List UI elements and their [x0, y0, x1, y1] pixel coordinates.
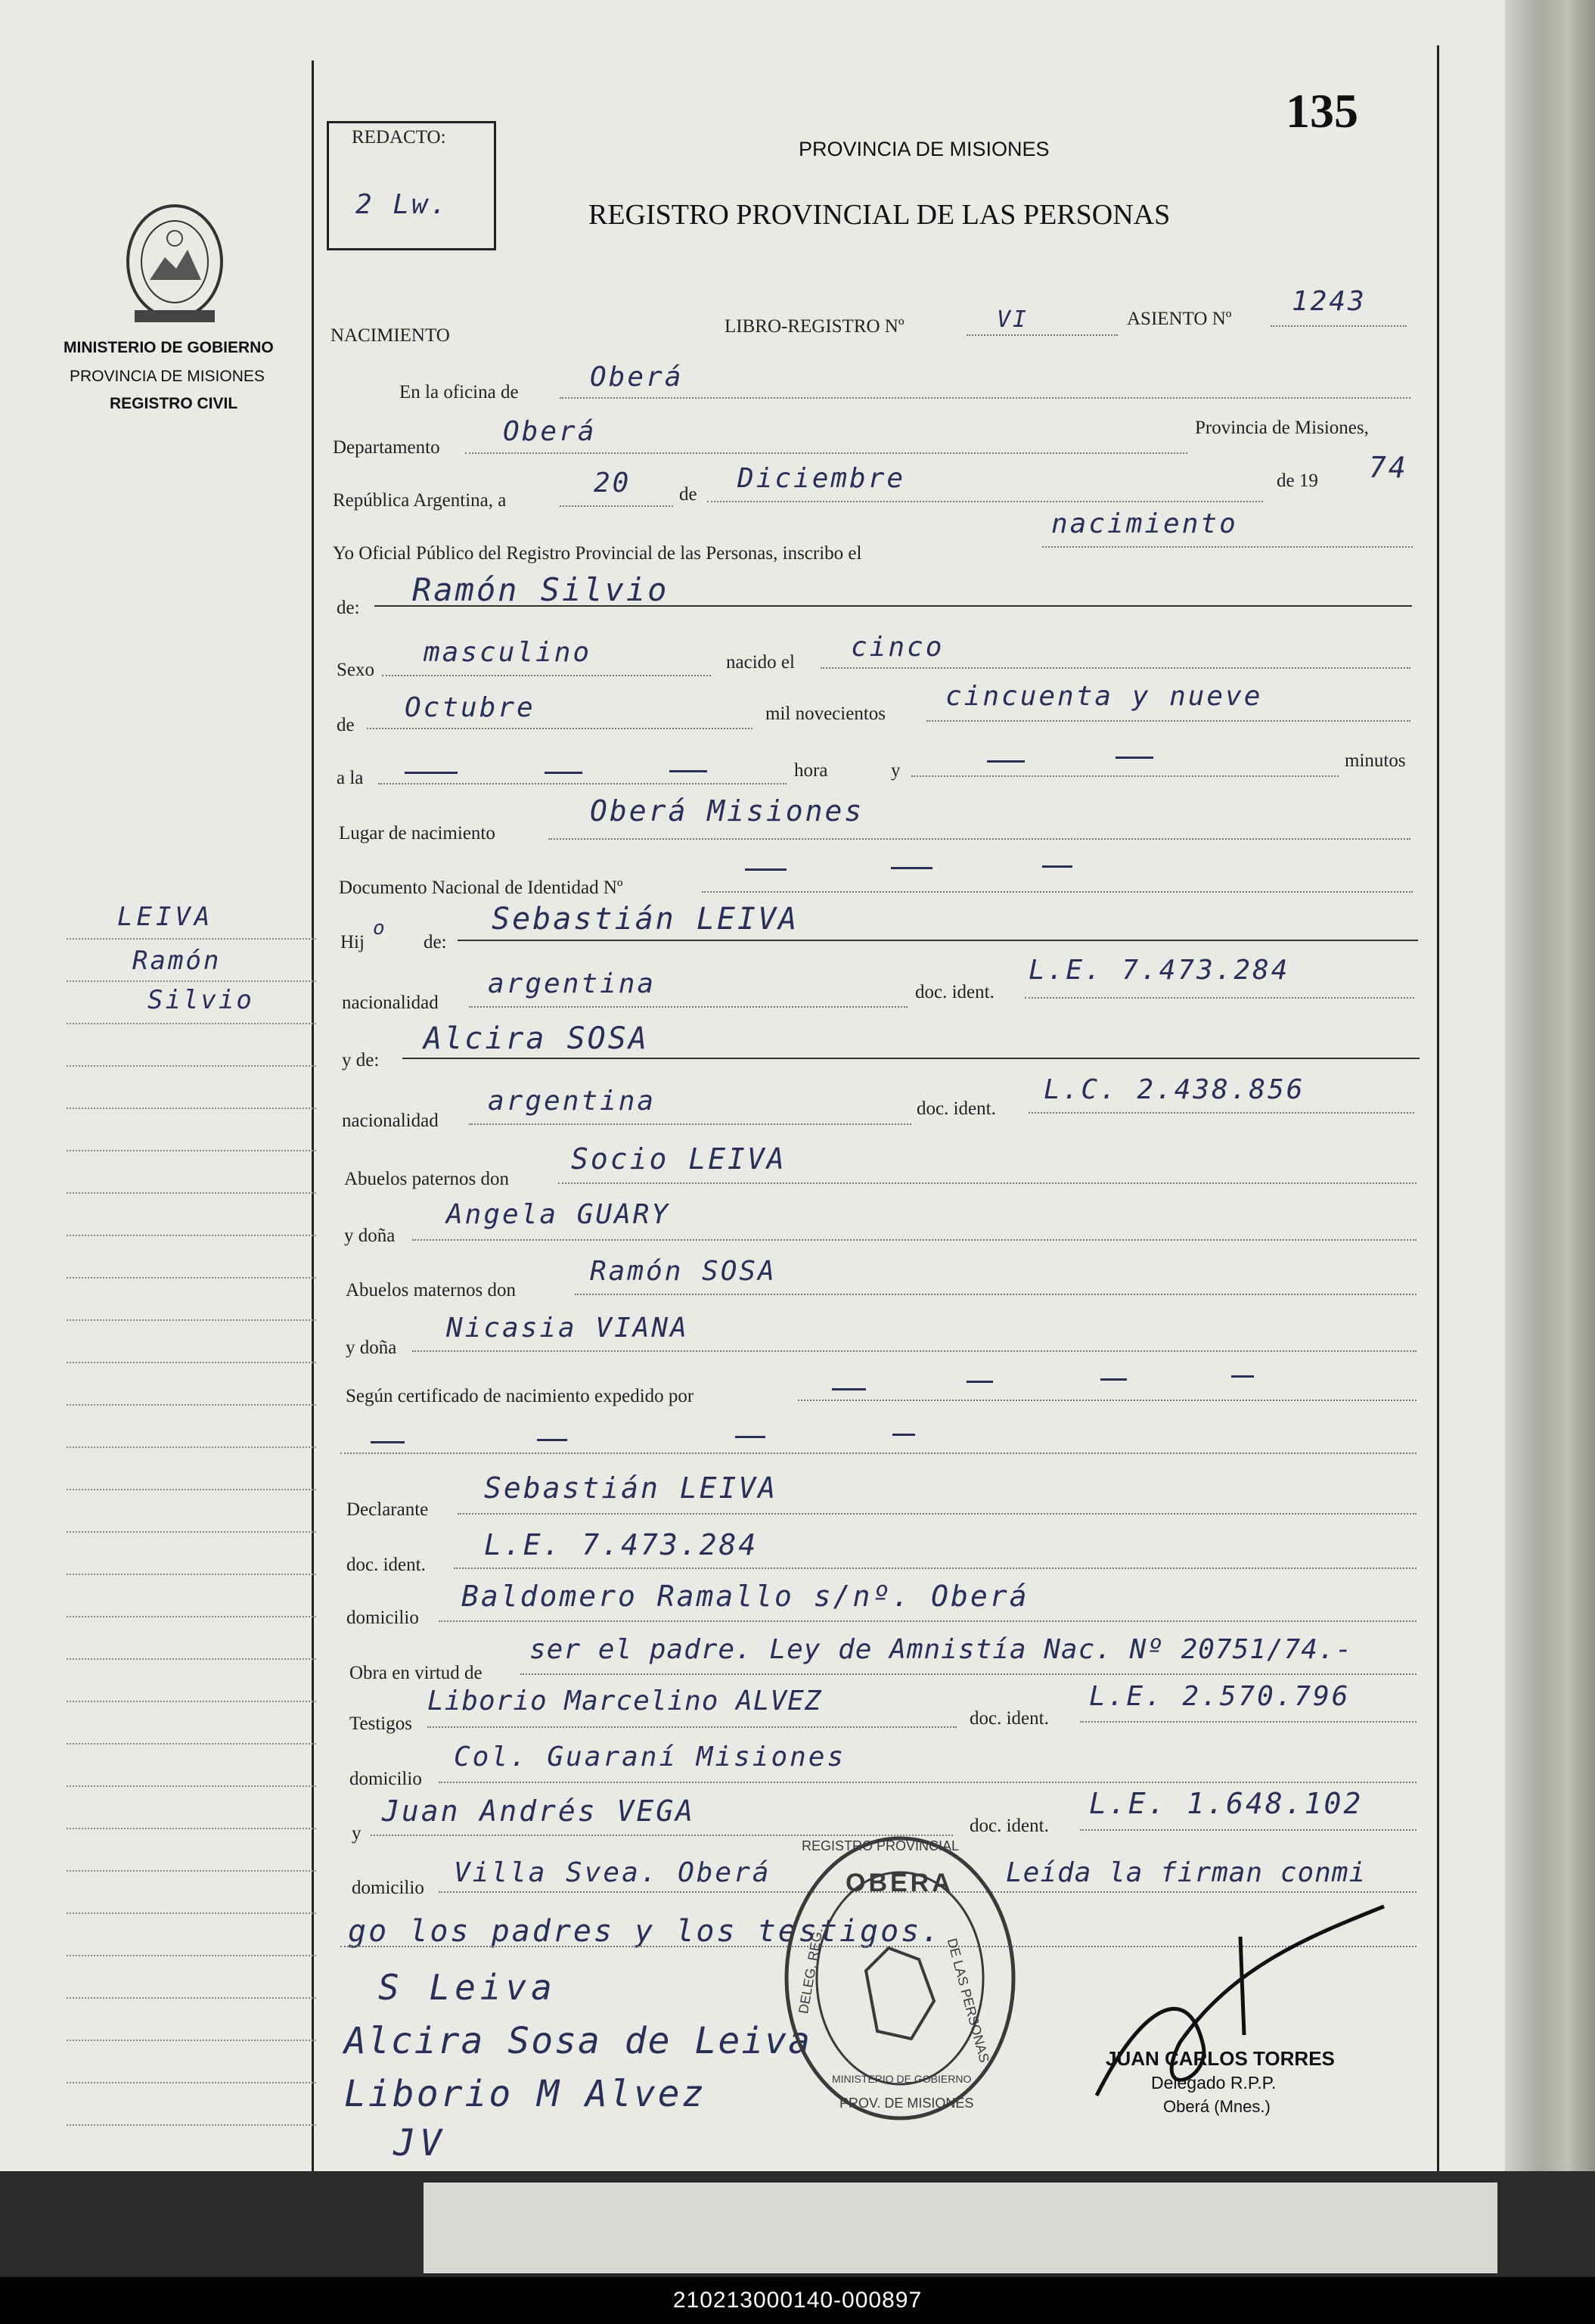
madre-line	[402, 1058, 1420, 1059]
padre-doc-line	[1025, 997, 1414, 999]
margin-rule-line	[67, 1277, 316, 1279]
asiento-label: ASIENTO Nº	[1127, 309, 1232, 329]
margin-rule-line	[67, 938, 316, 940]
abuelos-pat-label: Abuelos paternos don	[344, 1169, 510, 1189]
sexo-value: masculino	[424, 637, 592, 668]
testigo1-dom-line	[439, 1782, 1417, 1783]
a-la-line	[378, 783, 787, 785]
blank-dash	[669, 770, 707, 772]
stamp-right-text: DE LAS PERSONAS	[944, 1937, 992, 2065]
blank-dash	[832, 1388, 866, 1390]
mes-nac-line	[367, 728, 753, 729]
margin-rule-line	[67, 1192, 316, 1194]
margin-rule-line	[67, 1658, 316, 1660]
y-hora-label: y	[891, 760, 901, 781]
sexo-line	[382, 675, 711, 676]
oficina-label: En la oficina de	[399, 382, 519, 402]
y-testigo-label: y	[352, 1823, 362, 1844]
coat-of-arms-seal	[119, 197, 230, 325]
blank-dash	[967, 1381, 993, 1383]
abuelo-mat-line	[575, 1294, 1417, 1295]
departamento-line	[465, 452, 1187, 454]
de19-label: de 19	[1277, 471, 1318, 491]
blank-dash	[735, 1436, 765, 1438]
stamp-center: OBERA	[846, 1869, 954, 1897]
padre-value: Sebastián LEIVA	[492, 902, 799, 937]
testigo1-doc-label: doc. ident.	[970, 1708, 1049, 1729]
testigo1-doc-value: L.E. 2.570.796	[1089, 1681, 1351, 1712]
nombre-value: Ramón Silvio	[412, 571, 669, 608]
abuela-pat-line	[412, 1239, 1417, 1241]
abuela-mat-line	[412, 1350, 1417, 1352]
dni-label: Documento Nacional de Identidad Nº	[339, 878, 623, 898]
margin-rule-line	[67, 1828, 316, 1829]
inscribo-value: nacimiento	[1051, 508, 1238, 539]
inscribo-line	[1042, 546, 1413, 548]
anio-value: 74	[1369, 451, 1408, 484]
decl-doc-label: doc. ident.	[346, 1555, 426, 1575]
margin-rule-line	[67, 1574, 316, 1575]
hijo-de-label: de:	[424, 932, 447, 952]
signature-witness-1: Liborio M Alvez	[344, 2073, 706, 2115]
blank-dash	[1100, 1378, 1127, 1381]
dni-line	[702, 891, 1413, 893]
libro-line	[967, 334, 1118, 336]
mes-nac-value: Octubre	[405, 692, 535, 723]
margin-name-1: Ramón	[132, 946, 222, 976]
margin-rule-line	[67, 1023, 316, 1024]
declarante-label: Declarante	[346, 1499, 429, 1520]
blank-dash	[405, 772, 458, 774]
stamp-bottom-text: PROV. DE MISIONES	[839, 2096, 974, 2111]
blank-dash	[745, 868, 787, 871]
padre-line	[458, 940, 1418, 941]
margin-rule-line	[67, 2124, 316, 2126]
decl-doc-value: L.E. 7.473.284	[484, 1528, 759, 1561]
testigo1-doc-line	[1080, 1721, 1417, 1723]
margin-rule-line	[67, 1404, 316, 1406]
margin-rule-line	[67, 1235, 316, 1236]
y-de-label: y de:	[342, 1050, 380, 1070]
redacto-value: 2 Lw.	[355, 189, 449, 220]
margin-rule-line	[67, 1319, 316, 1321]
margin-rule-line	[67, 980, 316, 982]
redacto-label: REDACTO:	[352, 127, 446, 148]
ministry-registry: REGISTRO CIVIL	[110, 395, 238, 412]
provincia-label: Provincia de Misiones,	[1195, 418, 1369, 438]
next-page-edge	[424, 2183, 1497, 2273]
cierre2-value: go los padres y los testigos.	[348, 1914, 942, 1949]
sexo-label: Sexo	[337, 660, 374, 680]
abuelo-pat-value: Socio LEIVA	[571, 1142, 787, 1176]
mil-label: mil novecientos	[765, 704, 886, 724]
madre-doc-label: doc. ident.	[917, 1098, 996, 1119]
official-place: Oberá (Mnes.)	[1163, 2097, 1271, 2116]
margin-rule-line	[67, 1108, 316, 1109]
padre-nac-line	[469, 1006, 908, 1008]
stamp-top-text: REGISTRO PROVINCIAL	[802, 1838, 960, 1853]
cierre-value: Leída la firman conmi	[1006, 1857, 1367, 1888]
margin-rule-line	[67, 2082, 316, 2083]
certificado-line-2	[340, 1452, 1417, 1454]
testigo2-doc-label: doc. ident.	[970, 1816, 1049, 1836]
dia-value: 20	[594, 468, 631, 499]
testigo2-dom-label: domicilio	[352, 1878, 424, 1898]
madre-nac-label: nacionalidad	[342, 1111, 439, 1131]
padre-nac-value: argentina	[488, 968, 656, 999]
madre-doc-line	[1029, 1112, 1414, 1114]
decl-domicilio-label: domicilio	[346, 1608, 419, 1628]
blank-dash	[1042, 865, 1072, 868]
blank-dash	[987, 760, 1025, 763]
libro-value: VI	[997, 306, 1029, 333]
blank-dash	[545, 772, 582, 774]
margin-rule-line	[67, 1531, 316, 1533]
testigo2-doc-line	[1080, 1829, 1417, 1831]
margin-rule-line	[67, 1616, 316, 1617]
oficial-label: Yo Oficial Público del Registro Provincial de las Personas, inscribo el	[333, 543, 862, 564]
anio-nac-line	[926, 720, 1410, 722]
margin-rule-line	[67, 1701, 316, 1702]
lugar-value: Oberá Misiones	[590, 794, 864, 828]
declarante-line	[458, 1513, 1417, 1515]
page-number: 135	[1286, 84, 1358, 138]
margin-line	[312, 61, 314, 2171]
de-mes-label: de	[337, 715, 355, 735]
obra-line	[520, 1673, 1417, 1675]
footer-id: 210213000140-000897	[0, 2277, 1595, 2324]
margin-rule-line	[67, 1870, 316, 1872]
a-la-label: a la	[337, 768, 364, 788]
de-label: de	[679, 484, 697, 505]
madre-nac-line	[469, 1123, 911, 1125]
y-dona-mat-label: y doña	[346, 1338, 397, 1358]
margin-rule-line	[67, 2040, 316, 2041]
testigo1-value: Liborio Marcelino ALVEZ	[427, 1686, 822, 1717]
padre-nac-label: nacionalidad	[342, 993, 439, 1013]
signature-mother: Alcira Sosa de Leiva	[344, 2020, 811, 2062]
margin-rule-line	[67, 1362, 316, 1363]
official-name: JUAN CARLOS TORRES	[1106, 2047, 1335, 2070]
libro-label: LIBRO-REGISTRO Nº	[725, 316, 905, 337]
republica-label: República Argentina, a	[333, 490, 507, 511]
minutos-label: minutos	[1345, 750, 1406, 771]
decl-doc-line	[454, 1567, 1417, 1569]
certificado-label: Según certificado de nacimiento expedido por	[346, 1386, 694, 1406]
abuela-mat-value: Nicasia VIANA	[446, 1313, 689, 1344]
blank-dash	[891, 867, 932, 869]
certificado-line	[798, 1400, 1417, 1401]
ministry-province: PROVINCIA DE MISIONES	[70, 368, 265, 385]
obra-value: ser el padre. Ley de Amnistía Nac. Nº 20751/74.-	[529, 1634, 1353, 1665]
departamento-value: Oberá	[503, 416, 597, 447]
abuelo-pat-line	[558, 1182, 1417, 1184]
madre-value: Alcira SOSA	[424, 1021, 649, 1056]
decl-domicilio-line	[439, 1620, 1417, 1622]
stamp-left-text: DELEG. REG.	[796, 1926, 826, 2015]
minutos-line	[911, 775, 1339, 777]
departamento-label: Departamento	[333, 437, 440, 458]
margin-rule-line	[67, 1489, 316, 1490]
signature-witness-2: JV	[393, 2122, 446, 2164]
margin-rule-line	[67, 1150, 316, 1151]
margin-rule-line	[67, 1955, 316, 1956]
testigo2-value: Juan Andrés VEGA	[382, 1794, 696, 1828]
margin-rule-line	[67, 1912, 316, 1914]
nacido-line	[821, 667, 1410, 669]
nacido-value: cinco	[851, 632, 945, 663]
testigo2-dom-value: Villa Svea. Oberá	[454, 1857, 771, 1888]
nacido-label: nacido el	[726, 652, 795, 673]
testigo2-doc-value: L.E. 1.648.102	[1089, 1787, 1364, 1820]
registry-title: REGISTRO PROVINCIAL DE LAS PERSONAS	[588, 199, 1171, 231]
hijo-label: Hij	[340, 932, 365, 952]
abuela-pat-value: Angela GUARY	[446, 1199, 671, 1230]
oficina-value: Oberá	[590, 362, 684, 393]
padre-doc-value: L.E. 7.473.284	[1029, 955, 1290, 986]
ministry-title: MINISTERIO DE GOBIERNO	[64, 339, 274, 356]
oficina-line	[560, 397, 1410, 399]
abuelo-mat-value: Ramón SOSA	[590, 1256, 777, 1287]
asiento-line	[1271, 325, 1407, 327]
margin-rule-line	[67, 1065, 316, 1067]
margin-rule-line	[67, 1743, 316, 1745]
margin-rule-line	[67, 1997, 316, 1999]
blank-dash	[371, 1441, 405, 1443]
nombre-de-label: de:	[337, 598, 360, 618]
stamp-inner-text: MINISTERIO DE GOBIERNO	[832, 2073, 972, 2085]
blank-dash	[892, 1434, 915, 1436]
testigos-label: Testigos	[349, 1713, 412, 1734]
right-margin-line	[1437, 45, 1439, 2171]
declarante-value: Sebastián LEIVA	[484, 1471, 778, 1505]
obra-label: Obra en virtud de	[349, 1663, 483, 1683]
margin-rule-line	[67, 1785, 316, 1787]
signature-father: S Leiva	[378, 1967, 557, 2008]
testigo1-dom-value: Col. Guaraní Misiones	[454, 1741, 846, 1773]
blank-dash	[1231, 1375, 1254, 1378]
testigo1-line	[427, 1726, 957, 1728]
anio-nac-value: cincuenta y nueve	[945, 681, 1263, 712]
decl-domicilio-value: Baldomero Ramallo s/nº. Oberá	[461, 1580, 1029, 1613]
lugar-label: Lugar de nacimiento	[339, 823, 495, 844]
madre-nac-value: argentina	[488, 1086, 656, 1117]
hora-label: hora	[794, 760, 828, 781]
dia-line	[560, 505, 673, 507]
hijo-suffix: o	[373, 917, 387, 940]
testigo1-dom-label: domicilio	[349, 1769, 422, 1789]
margin-name-2: Silvio	[147, 985, 254, 1015]
y-dona-pat-label: y doña	[344, 1226, 396, 1246]
blank-dash	[1116, 757, 1153, 759]
margin-surname: LEIVA	[117, 902, 214, 932]
book-binding	[1505, 0, 1595, 2171]
madre-doc-value: L.C. 2.438.856	[1044, 1074, 1305, 1105]
asiento-value: 1243	[1292, 286, 1367, 317]
padre-doc-label: doc. ident.	[915, 982, 995, 1002]
abuelos-mat-label: Abuelos maternos don	[346, 1280, 516, 1300]
mes-value: Diciembre	[737, 463, 906, 494]
province-header: PROVINCIA DE MISIONES	[799, 138, 1050, 160]
blank-dash	[537, 1439, 567, 1441]
record-type: NACIMIENTO	[330, 325, 450, 346]
mes-line	[707, 501, 1263, 502]
official-role: Delegado R.P.P.	[1151, 2073, 1277, 2093]
margin-rule-line	[67, 1446, 316, 1448]
lugar-line	[548, 838, 1410, 840]
